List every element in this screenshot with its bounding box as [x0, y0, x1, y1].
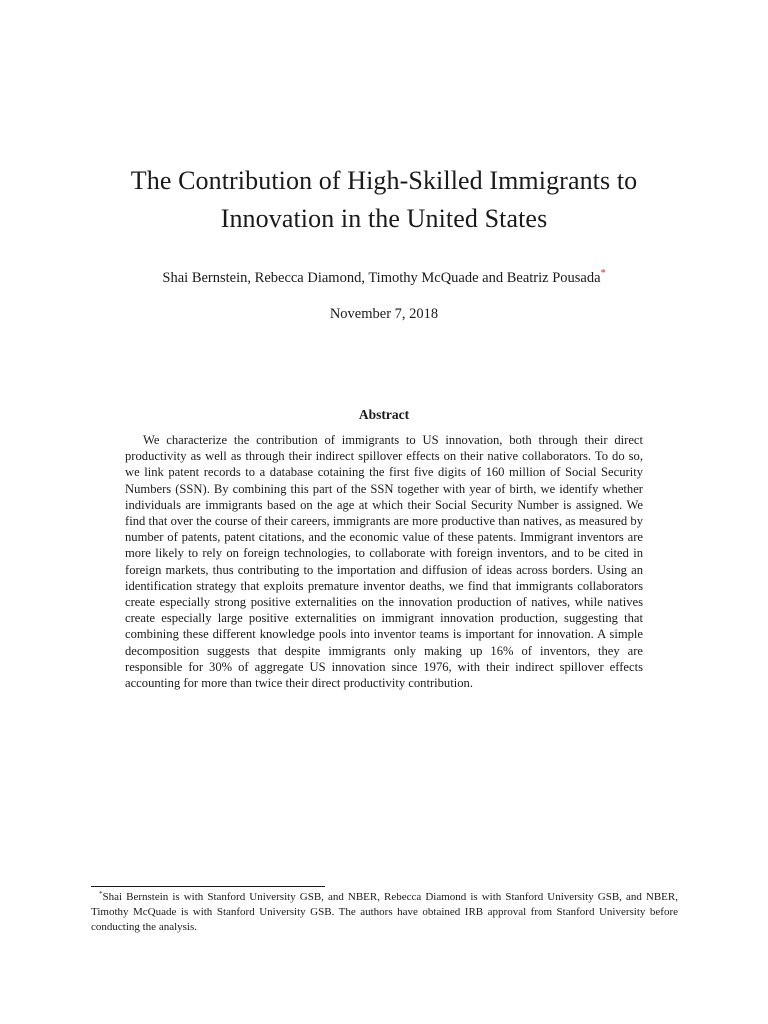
paper-title-line-2: Innovation in the United States [220, 204, 548, 233]
footnote-mark: * [99, 890, 103, 898]
author-footnote [91, 890, 678, 934]
publication-date: November 7, 2018 [329, 306, 439, 322]
abstract-text: We characterize the contribution of immigrants to US innovation, both through their direct productivity as well as through their indirect spillover effects on their native collaborators. To do so, we link patent records to a database cotaining the first five digits of 160 million of Social Security Numbers (SSN). By combining this part of the SSN together with year of birth, we identify whether individuals are immigrants based on the age at which their Social Security Number is assigned. We find that over the course of their careers, immigrants are more productive than natives, as measured by number of patents, patent citations, and the economic value of these patents. Immigrant inventors are more likely to rely on foreign technologies, to collaborate with foreign inventors, and to be cited in foreign markets, thus contributing to the importation and diffusion of ideas across borders. Using an identification strategy that exploits premature inventor deaths, we find that immigrants collaborators create especially strong positive externalities on the innovation production of natives, while natives create especially large positive externalities on immigrant innovation production, suggesting that combining these different knowledge pools into inventor teams is important for innovation. A simple decomposition suggests that despite immigrants only making up 16% of inventors, they are responsible for 30% of aggregate US innovation since 1976, with their indirect spillover effects accounting for more than twice their direct productivity contribution. [125, 433, 643, 691]
author-list [84, 268, 684, 288]
paper-title-line-1: The Contribution of High-Skilled Immigrants to [130, 166, 638, 195]
footnote-text: Shai Bernstein is with Stanford University GSB, and NBER, Rebecca Diamond is with Stanford University GSB, and NBER, Timothy McQuade is with Stanford University GSB. The authors have obtained IRB approval from Stanford University before conducting the analysis. [91, 891, 678, 933]
abstract-heading: Abstract [358, 407, 410, 422]
footnote-divider [91, 886, 325, 887]
author-names: Shai Bernstein, Rebecca Diamond, Timothy McQuade and Beatriz Pousada [162, 270, 601, 286]
author-footnote-link[interactable]: * [600, 268, 606, 279]
paper-title [84, 162, 684, 238]
